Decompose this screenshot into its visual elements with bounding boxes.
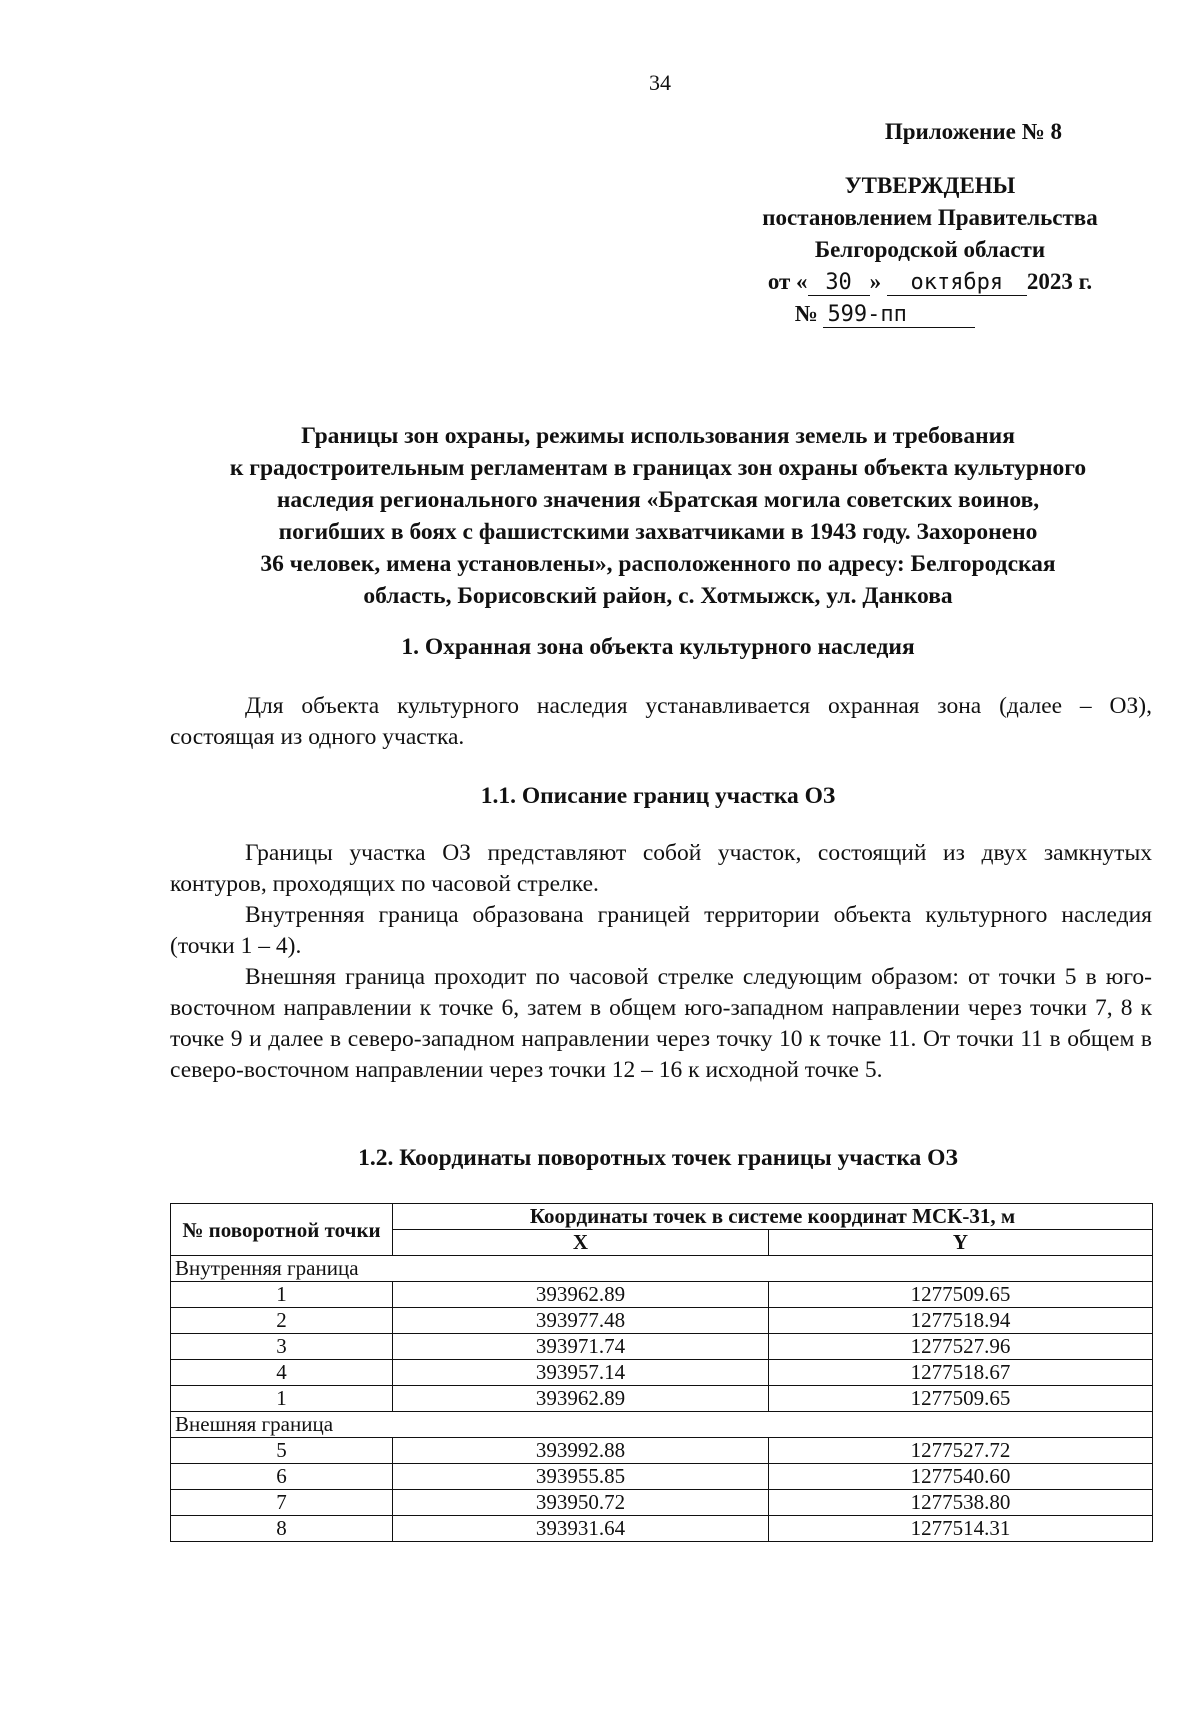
cell-x: 393957.14 (393, 1360, 769, 1386)
cell-y: 1277514.31 (769, 1516, 1153, 1542)
cell-y: 1277538.80 (769, 1490, 1153, 1516)
date-year: 2023 г. (1026, 269, 1093, 294)
cell-x: 393971.74 (393, 1334, 769, 1360)
title-line: 36 человек, имена установлены», расположенного по адресу: Белгородская (260, 551, 1056, 577)
header-x: X (393, 1230, 769, 1256)
date-month: октября (887, 271, 1027, 296)
cell-y: 1277509.65 (769, 1386, 1153, 1412)
cell-x: 393955.85 (393, 1464, 769, 1490)
approval-line-1: постановлением Правительства (762, 205, 1098, 230)
table-row (171, 1360, 1153, 1386)
approval-line-2: Белгородской области (814, 237, 1046, 262)
cell-y: 1277518.94 (769, 1308, 1153, 1334)
number-prefix: № (794, 301, 818, 326)
paragraph-1: Границы участка ОЗ представляют собой участок, состоящий из двух замкнутых контуров, проходящих по часовой стрелке. (170, 840, 1152, 897)
cell-x: 393992.88 (393, 1438, 769, 1464)
document-title (168, 420, 1148, 612)
header-y: Y (769, 1230, 1153, 1256)
cell-point: 5 (171, 1438, 393, 1464)
section-1-2-heading: 1.2. Координаты поворотных точек границы участка ОЗ (358, 1145, 958, 1171)
title-line: область, Борисовский район, с. Хотмыжск, ул. Данкова (363, 583, 953, 609)
table-row (171, 1490, 1153, 1516)
table-row (171, 1282, 1153, 1308)
table-row (171, 1386, 1153, 1412)
cell-point: 3 (171, 1334, 393, 1360)
table-row (171, 1516, 1153, 1542)
section-1-heading: 1. Охранная зона объекта культурного наследия (401, 634, 915, 660)
cell-point: 6 (171, 1464, 393, 1490)
cell-y: 1277509.65 (769, 1282, 1153, 1308)
cell-point: 4 (171, 1360, 393, 1386)
cell-y: 1277527.96 (769, 1334, 1153, 1360)
page-number: 34 (649, 70, 671, 95)
cell-y: 1277540.60 (769, 1464, 1153, 1490)
cell-x: 393962.89 (393, 1282, 769, 1308)
approval-block (700, 116, 1160, 330)
group-row (171, 1412, 1153, 1438)
date-prefix: от « (767, 269, 808, 294)
annex-label: Приложение № 8 (884, 119, 1062, 144)
date-day: 30 (808, 271, 870, 296)
title-line: Границы зон охраны, режимы использования земель и требования (301, 423, 1015, 449)
cell-point: 1 (171, 1386, 393, 1412)
section-1-1-heading: 1.1. Описание границ участка ОЗ (480, 783, 836, 809)
coordinates-table (170, 1203, 1153, 1542)
cell-x: 393962.89 (393, 1386, 769, 1412)
cell-point: 1 (171, 1282, 393, 1308)
date-mid: » (869, 269, 882, 294)
table-row (171, 1334, 1153, 1360)
table-row (171, 1438, 1153, 1464)
cell-x: 393977.48 (393, 1308, 769, 1334)
title-line: к градостроительным регламентам в границах зон охраны объекта культурного (229, 455, 1087, 481)
cell-point: 2 (171, 1308, 393, 1334)
cell-x: 393931.64 (393, 1516, 769, 1542)
header-coords: Координаты точек в системе координат МСК-31, м (393, 1204, 1153, 1230)
approved-label: УТВЕРЖДЕНЫ (844, 173, 1016, 198)
section-1-text: Для объекта культурного наследия устанавливается охранная зона (далее – ОЗ), состоящая из одного участка. (170, 693, 1152, 750)
group-label: Внешняя граница (171, 1412, 1153, 1438)
table-row (171, 1308, 1153, 1334)
group-label: Внутренняя граница (171, 1256, 1153, 1282)
cell-point: 7 (171, 1490, 393, 1516)
cell-y: 1277527.72 (769, 1438, 1153, 1464)
decree-number: 599-пп (823, 303, 975, 328)
cell-y: 1277518.67 (769, 1360, 1153, 1386)
paragraph-3: Внешняя граница проходит по часовой стрелке следующим образом: от точки 5 в юго-восточном направлении к точке 6, затем в общем юго-западном направлении через точки 7, 8 к точке 9 и далее в северо-западном направлении через точку 10 к точке 11. От точки 11 в общем в северо-восточном направлении через точки 12 – 16 к исходной точке 5. (170, 964, 1152, 1083)
title-line: наследия регионального значения «Братская могила советских воинов, (276, 487, 1040, 513)
cell-x: 393950.72 (393, 1490, 769, 1516)
approval-number (700, 298, 1160, 330)
approval-date (700, 266, 1160, 298)
title-line: погибших в боях с фашистскими захватчиками в 1943 году. Захоронено (278, 519, 1038, 545)
header-point: № поворотной точки (171, 1204, 393, 1256)
group-row (171, 1256, 1153, 1282)
table-row (171, 1464, 1153, 1490)
cell-point: 8 (171, 1516, 393, 1542)
paragraph-2: Внутренняя граница образована границей территории объекта культурного наследия (точки 1 – 4). (170, 902, 1152, 959)
